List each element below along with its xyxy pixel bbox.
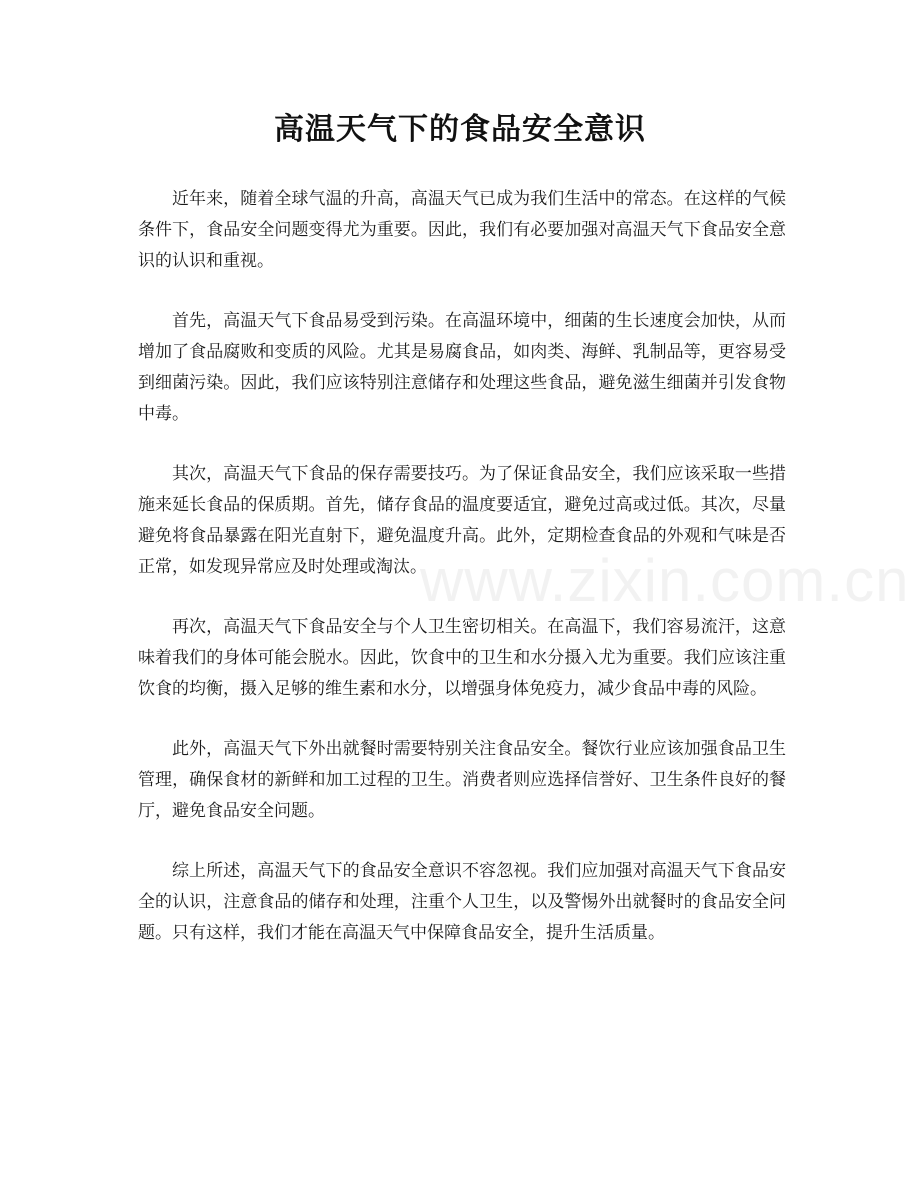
watermark: www.zixin.com.cn [420, 547, 910, 614]
paragraph-contamination: 首先，高温天气下食品易受到污染。在高温环境中，细菌的生长速度会加快，从而增加了食品腐败和变质的风险。尤其是易腐食品，如肉类、海鲜、乳制品等，更容易受到细菌污染。因此，我们应该特别注意储存和处理这些食品，避免滋生细菌并引发食物中毒。 [138, 311, 786, 424]
paragraph-intro: 近年来，随着全球气温的升高，高温天气已成为我们生活中的常态。在这样的气候条件下，食品安全问题变得尤为重要。因此，我们有必要加强对高温天气下食品安全意识的认识和重视。 [138, 189, 786, 271]
paragraph-conclusion: 综上所述，高温天气下的食品安全意识不容忽视。我们应加强对高温天气下食品安全的认识，注意食品的储存和处理，注重个人卫生，以及警惕外出就餐时的食品安全问题。只有这样，我们才能在高温天气中保障食品安全，提升生活质量。 [138, 861, 786, 943]
paragraph-hygiene: 再次，高温天气下食品安全与个人卫生密切相关。在高温下，我们容易流汗，这意味着我们的身体可能会脱水。因此，饮食中的卫生和水分摄入尤为重要。我们应该注重饮食的均衡，摄入足够的维生素和水分，以增强身体免疫力，减少食品中毒的风险。 [138, 617, 786, 699]
paragraph-storage: 其次，高温天气下食品的保存需要技巧。为了保证食品安全，我们应该采取一些措施来延长食品的保质期。首先，储存食品的温度要适宜，避免过高或过低。其次，尽量避免将食品暴露在阳光直射下，避免温度升高。此外，定期检查食品的外观和气味是否正常，如发现异常应及时处理或淘汰。 [138, 464, 786, 577]
document-title: 高温天气下的食品安全意识 [274, 112, 646, 147]
paragraph-dining-out: 此外，高温天气下外出就餐时需要特别关注食品安全。餐饮行业应该加强食品卫生管理，确保食材的新鲜和加工过程的卫生。消费者则应选择信誉好、卫生条件良好的餐厅，避免食品安全问题。 [138, 739, 786, 821]
